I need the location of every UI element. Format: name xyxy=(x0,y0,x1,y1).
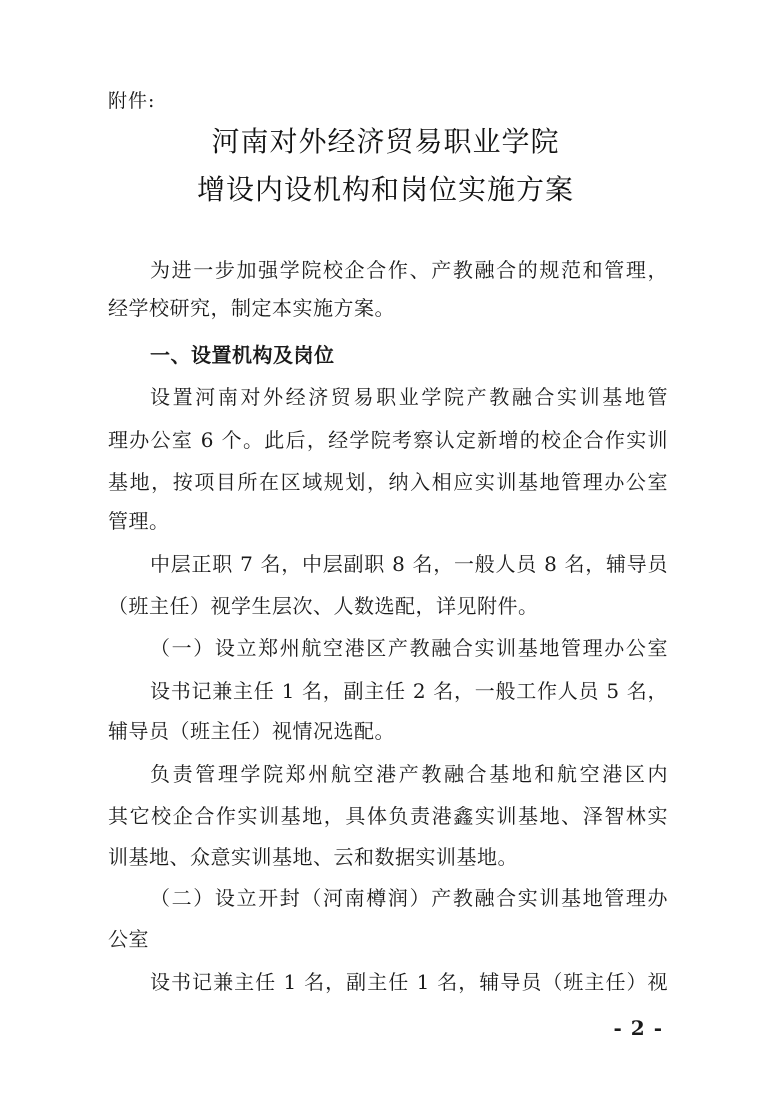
page-number: - 2 - xyxy=(613,1016,663,1040)
intro-line: 经学校研究，制定本实施方案。 xyxy=(108,296,395,320)
paragraph-line: 设置河南对外经济贸易职业学院产教融合实训基地管 xyxy=(150,385,668,409)
paragraph-line: 其它校企合作实训基地，具体负责港鑫实训基地、泽智林实 xyxy=(108,804,668,828)
subsection-heading: （一）设立郑州航空港区产教融合实训基地管理办公室 xyxy=(150,636,668,660)
paragraph-line: 辅导员（班主任）视情况选配。 xyxy=(108,719,395,743)
paragraph-line: 设书记兼主任 1 名，副主任 1 名，辅导员（班主任）视 xyxy=(150,970,668,994)
section-heading: 一、设置机构及岗位 xyxy=(150,343,335,367)
subsection-heading: 公室 xyxy=(108,927,149,951)
paragraph-line: 训基地、众意实训基地、云和数据实训基地。 xyxy=(108,845,518,869)
attachment-label: 附件: xyxy=(108,90,156,112)
paragraph-line: （班主任）视学生层次、人数选配，详见附件。 xyxy=(108,594,539,618)
subsection-heading: （二）设立开封（河南樽润）产教融合实训基地管理办 xyxy=(150,886,668,910)
paragraph-line: 负责管理学院郑州航空港产教融合基地和航空港区内 xyxy=(150,762,668,786)
document-title-line1: 河南对外经济贸易职业学院 xyxy=(211,125,560,158)
document-title-line2: 增设内设机构和岗位实施方案 xyxy=(196,173,574,206)
intro-line: 为进一步加强学院校企合作、产教融合的规范和管理， xyxy=(150,258,668,282)
paragraph-line: 理办公室 6 个。此后，经学院考察认定新增的校企合作实训 xyxy=(108,428,668,452)
paragraph-line: 基地，按项目所在区域规划，纳入相应实训基地管理办公室 xyxy=(108,470,668,494)
paragraph-line: 管理。 xyxy=(108,509,170,533)
paragraph-line: 中层正职 7 名，中层副职 8 名，一般人员 8 名，辅导员 xyxy=(150,552,668,576)
paragraph-line: 设书记兼主任 1 名，副主任 2 名，一般工作人员 5 名， xyxy=(150,679,668,703)
